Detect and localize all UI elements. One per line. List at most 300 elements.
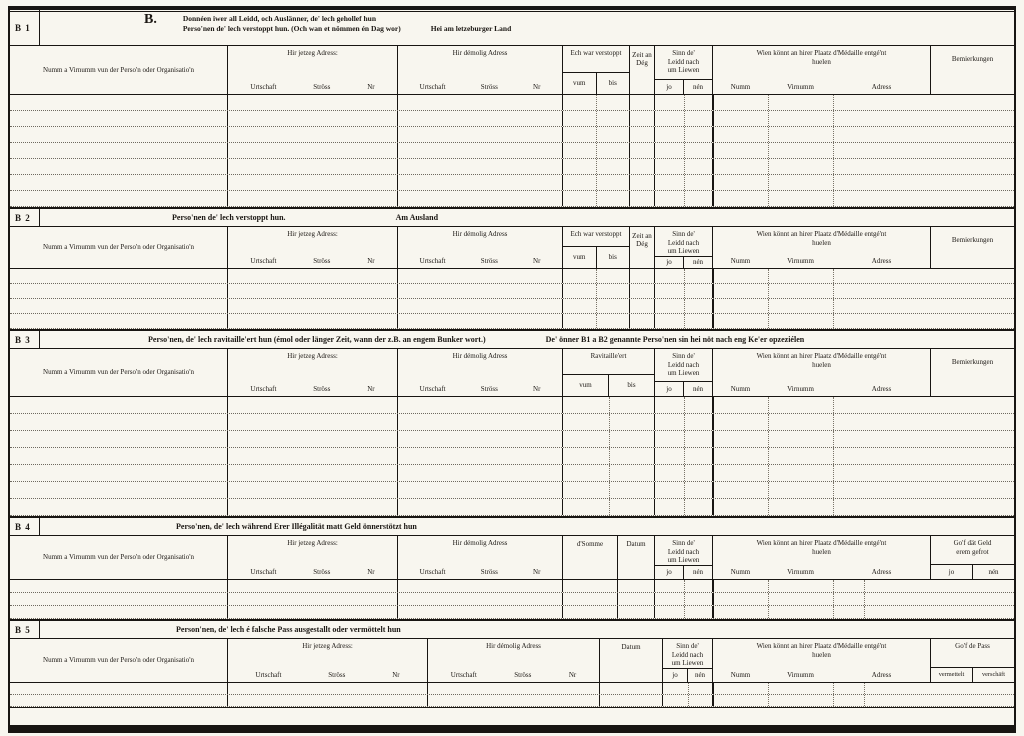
cell-bemierkungen[interactable] (714, 314, 1014, 328)
col-header-demolig-adress (398, 536, 563, 579)
subcol-nr: Nr (392, 670, 400, 679)
cell-sinn[interactable] (655, 127, 713, 142)
cell-name[interactable] (10, 683, 228, 694)
col-label: Ech war verstoppt (570, 230, 622, 238)
cell-jetzeg-adress[interactable] (228, 499, 398, 515)
cell-name[interactable] (10, 159, 228, 174)
cell-demolig-adress[interactable] (398, 111, 563, 126)
subcol-stross: Ströss (514, 670, 532, 679)
subcol-adress: Adress (871, 567, 892, 576)
col-header-verstoppt (563, 227, 630, 268)
cell-bemierkungen[interactable] (714, 465, 1014, 481)
table-row (10, 299, 1014, 314)
col-header-demolig-adress (398, 227, 563, 268)
title-line-2-wrap (183, 24, 511, 34)
cell-bemierkungen[interactable] (714, 299, 1014, 313)
cell-name[interactable] (10, 397, 228, 413)
section-b4 (10, 516, 1014, 619)
cell-sinn[interactable] (655, 397, 713, 413)
cell-demolig-adress[interactable] (398, 431, 563, 447)
col-label: Sinn de' Leidd nach um Liewen (667, 230, 700, 255)
col-header-demolig-adress (398, 349, 563, 396)
subcol-numm: Numm (730, 670, 751, 679)
subcol-urtschaft: Urtschaft (419, 384, 446, 393)
cell-demolig-adress[interactable] (398, 414, 563, 430)
cell-jetzeg-adress[interactable] (228, 143, 398, 158)
cell-ravitailleert[interactable] (563, 482, 655, 498)
cell-zeit[interactable] (630, 175, 655, 190)
col-label: Go'f dät Geld erem gefrot (953, 539, 992, 556)
col-header-jetzeg-adress (228, 639, 428, 682)
cell-pass[interactable] (714, 683, 1014, 694)
section-b2 (10, 207, 1014, 329)
subcol-numm: Numm (730, 82, 751, 91)
section-b1-body (10, 95, 1014, 207)
cell-jetzeg-adress[interactable] (228, 95, 398, 110)
subheader-row (398, 257, 562, 269)
section-title: Perso'nen, de' lech ravitaille'ert hun (émol oder länger Zeit, wann der z.B. an engem Bunker wort.) (148, 335, 486, 344)
cell-demolig-adress[interactable] (398, 284, 563, 298)
cell-verstoppt[interactable] (563, 284, 630, 298)
cell-demolig-adress[interactable] (398, 465, 563, 481)
cell-zeit[interactable] (630, 299, 655, 313)
cell-jetzeg-adress[interactable] (228, 314, 398, 328)
cell-zeit[interactable] (630, 314, 655, 328)
cell-name[interactable] (10, 695, 228, 706)
cell-jetzeg-adress[interactable] (228, 127, 398, 142)
subcol-stross: Ströss (313, 256, 331, 265)
col-header-bemierkungen: Bemierkungen (951, 55, 994, 63)
cell-jetzeg-adress[interactable] (228, 111, 398, 126)
subcol-stross: Ströss (480, 567, 498, 576)
cell-jetzeg-adress[interactable] (228, 580, 398, 592)
subheader-row (931, 564, 1014, 579)
col-header-name: Numm a Virnumm vun der Perso'n oder Organisatio'n (10, 536, 228, 579)
table-row (10, 482, 1014, 499)
cell-jetzeg-adress[interactable] (228, 299, 398, 313)
subcol-bis: bis (608, 375, 654, 396)
cell-jetzeg-adress[interactable] (228, 465, 398, 481)
subheader-row (663, 668, 712, 683)
subcol-stross: Ströss (313, 567, 331, 576)
subcol-stross: Ströss (480, 256, 498, 265)
subcol-adress: Adress (871, 256, 892, 265)
subcol-numm: Numm (730, 567, 751, 576)
cell-sinn[interactable] (655, 448, 713, 464)
cell-jetzeg-adress[interactable] (228, 431, 398, 447)
table-row (10, 143, 1014, 159)
subheader-row (563, 374, 654, 396)
cell-bemierkungen[interactable] (714, 284, 1014, 298)
cell-bemierkungen[interactable] (714, 482, 1014, 498)
col-label: Wien könnt an hirer Plaatz d'Médaille entgé'nt huelen (756, 642, 887, 659)
cell-sinn[interactable] (655, 465, 713, 481)
subheader-row (931, 667, 1014, 682)
table-row (10, 314, 1014, 329)
cell-datum[interactable] (600, 683, 663, 694)
title-line-2: Perso'nen de' lech verstoppt hun. (Och wan et nömmen én Dag wor) (182, 24, 401, 33)
subcol-urtschaft: Urtschaft (419, 567, 446, 576)
section-b5-body (10, 683, 1014, 707)
cell-demolig-adress[interactable] (398, 580, 563, 592)
col-label: Hir jetzeg Adress: (287, 230, 338, 238)
col-label: Hir démolig Adress (452, 539, 508, 547)
table-row (10, 606, 1014, 619)
subcol-urtschaft: Urtschaft (450, 670, 477, 679)
cell-datum[interactable] (618, 593, 655, 605)
cell-sinn[interactable] (655, 299, 713, 313)
col-label: Hir démolig Adress (486, 642, 541, 650)
cell-jetzeg-adress[interactable] (228, 593, 398, 605)
cell-demolig-adress[interactable] (398, 191, 563, 206)
subcol-verschaft: verschäft (972, 668, 1014, 682)
cell-somme[interactable] (563, 606, 618, 618)
col-header-demolig-adress (398, 46, 563, 94)
cell-ravitailleert[interactable] (563, 414, 655, 430)
table-row (10, 127, 1014, 143)
cell-bemierkungen[interactable] (714, 95, 1014, 110)
cell-sinn[interactable] (655, 482, 713, 498)
cell-name[interactable] (10, 465, 228, 481)
subheader-row (228, 83, 397, 95)
cell-demolig-adress[interactable] (428, 695, 600, 706)
section-title: Person'nen, de' lech é falsche Pass ausgestallt oder vermöttelt hun (176, 625, 401, 634)
cell-zeit[interactable] (630, 159, 655, 174)
cell-bemierkungen[interactable] (714, 431, 1014, 447)
cell-jetzeg-adress[interactable] (228, 683, 428, 694)
cell-bemierkungen[interactable] (714, 143, 1014, 158)
cell-ravitailleert[interactable] (563, 448, 655, 464)
cell-name[interactable] (10, 431, 228, 447)
cell-name[interactable] (10, 299, 228, 313)
cell-sinn[interactable] (655, 580, 713, 592)
col-label: Hir jetzeg Adress: (302, 642, 353, 650)
cell-verstoppt[interactable] (563, 314, 630, 328)
cell-demolig-adress[interactable] (398, 127, 563, 142)
cell-verstoppt[interactable] (563, 111, 630, 126)
cell-name[interactable] (10, 111, 228, 126)
cell-bemierkungen[interactable] (714, 397, 1014, 413)
col-label: Ech war verstoppt (570, 49, 622, 57)
cell-demolig-adress[interactable] (398, 397, 563, 413)
cell-sinn[interactable] (655, 191, 713, 206)
cell-jetzeg-adress[interactable] (228, 191, 398, 206)
subcol-bis: bis (596, 247, 630, 268)
col-header-bemierkungen: Bemierkungen (951, 236, 994, 244)
cell-jetzeg-adress[interactable] (228, 448, 398, 464)
col-header-demolig-adress (428, 639, 600, 682)
cell-zeit[interactable] (630, 95, 655, 110)
cell-ravitailleert[interactable] (563, 397, 655, 413)
col-header-jetzeg-adress (228, 227, 398, 268)
subcol-vum: vum (579, 381, 592, 390)
subcol-nr: Nr (533, 256, 541, 265)
col-header-geld-gefrot (931, 536, 1014, 579)
cell-jetzeg-adress[interactable] (228, 159, 398, 174)
section-b3-header (10, 349, 1014, 397)
subcol-nen: nén (683, 566, 712, 580)
section-b4-titlebar (10, 518, 1014, 536)
col-header-wien (713, 227, 931, 268)
table-row (10, 448, 1014, 465)
cell-demolig-adress[interactable] (398, 143, 563, 158)
cell-jetzeg-adress[interactable] (228, 414, 398, 430)
cell-bemierkungen[interactable] (714, 111, 1014, 126)
cell-sinn[interactable] (655, 314, 713, 328)
cell-sinn[interactable] (655, 143, 713, 158)
table-row (10, 111, 1014, 127)
cell-geld-gefrot[interactable] (714, 606, 1014, 618)
cell-ravitailleert[interactable] (563, 431, 655, 447)
section-b5 (10, 619, 1014, 708)
subcol-bis: bis (596, 73, 630, 94)
cell-jetzeg-adress[interactable] (228, 606, 398, 618)
cell-bemierkungen[interactable] (714, 127, 1014, 142)
cell-zeit[interactable] (630, 191, 655, 206)
subcol-nr: Nr (367, 384, 375, 393)
section-b2-header (10, 227, 1014, 269)
cell-demolig-adress[interactable] (398, 606, 563, 618)
cell-name[interactable] (10, 314, 228, 328)
subcol-jo: jo (666, 82, 672, 91)
cell-demolig-adress[interactable] (398, 175, 563, 190)
cell-jetzeg-adress[interactable] (228, 482, 398, 498)
cell-demolig-adress[interactable] (398, 448, 563, 464)
subcol-nr: Nr (367, 82, 375, 91)
cell-bemierkungen[interactable] (714, 448, 1014, 464)
subcol-nr: Nr (568, 670, 577, 679)
subcol-urtschaft: Urtschaft (250, 82, 277, 91)
subcol-numm: Numm (730, 256, 751, 265)
cell-name[interactable] (10, 95, 228, 110)
section-id: B 2 (10, 209, 40, 226)
section-b3-titlebar (10, 331, 1014, 349)
table-row (10, 159, 1014, 175)
cell-name[interactable] (10, 127, 228, 142)
cell-sinn[interactable] (655, 269, 713, 283)
cell-sinn[interactable] (655, 175, 713, 190)
table-row (10, 414, 1014, 431)
cell-jetzeg-adress[interactable] (228, 695, 428, 706)
cell-sinn[interactable] (663, 683, 713, 694)
cell-sinn[interactable] (655, 606, 713, 618)
subcol-jo: jo (666, 384, 672, 393)
table-row (10, 269, 1014, 284)
cell-sinn[interactable] (655, 431, 713, 447)
subheader-row (228, 257, 397, 269)
cell-demolig-adress[interactable] (398, 593, 563, 605)
cell-bemierkungen[interactable] (714, 191, 1014, 206)
cell-ravitailleert[interactable] (563, 465, 655, 481)
table-row (10, 284, 1014, 299)
cell-datum[interactable] (618, 606, 655, 618)
subcol-nr: Nr (533, 567, 541, 576)
cell-jetzeg-adress[interactable] (228, 269, 398, 283)
cell-name[interactable] (10, 191, 228, 206)
section-b5-titlebar (10, 621, 1014, 639)
section-b2-titlebar (10, 209, 1014, 227)
cell-jetzeg-adress[interactable] (228, 175, 398, 190)
cell-datum[interactable] (618, 580, 655, 592)
subcol-stross: Ströss (313, 82, 331, 91)
cell-demolig-adress[interactable] (398, 314, 563, 328)
col-label: Ravitaille'ert (590, 352, 627, 360)
col-header-name: Numm a Virnumm vun der Perso'n oder Organisatio'n (10, 349, 228, 396)
cell-bemierkungen[interactable] (714, 269, 1014, 283)
section-title: Perso'nen de' lech verstoppt hun. (172, 213, 286, 222)
cell-pass[interactable] (714, 695, 1014, 706)
subcol-virnumm: Virnumm (787, 567, 814, 576)
subcol-nen: nén (683, 80, 712, 94)
cell-name[interactable] (10, 143, 228, 158)
cell-bemierkungen[interactable] (714, 175, 1014, 190)
col-header-wien (713, 639, 931, 682)
subcol-nen: nén (687, 669, 712, 683)
cell-verstoppt[interactable] (563, 127, 630, 142)
col-header-zeit: Zeit an Dég (630, 227, 655, 268)
title-line-1: Donnéen iwer all Leidd, och Auslänner, de' lech gehollef hun (182, 14, 376, 23)
cell-name[interactable] (10, 499, 228, 515)
cell-name[interactable] (10, 284, 228, 298)
cell-zeit[interactable] (630, 111, 655, 126)
table-row (10, 593, 1014, 606)
cell-jetzeg-adress[interactable] (228, 397, 398, 413)
subheader-row (398, 83, 562, 95)
cell-verstoppt[interactable] (563, 191, 630, 206)
cell-zeit[interactable] (630, 143, 655, 158)
cell-name[interactable] (10, 269, 228, 283)
subcol-jo: jo (666, 258, 672, 266)
cell-sinn[interactable] (655, 95, 713, 110)
cell-demolig-adress[interactable] (398, 299, 563, 313)
cell-demolig-adress[interactable] (428, 683, 600, 694)
cell-datum[interactable] (600, 695, 663, 706)
col-label: Hir jetzeg Adress: (287, 49, 338, 57)
table-row (10, 499, 1014, 516)
cell-demolig-adress[interactable] (398, 159, 563, 174)
cell-geld-gefrot[interactable] (714, 580, 1014, 592)
cell-sinn[interactable] (655, 111, 713, 126)
subheader-row (228, 568, 397, 580)
subheader-row (713, 257, 930, 269)
section-b1-header (10, 46, 1014, 95)
col-header-ravitailleert (563, 349, 655, 396)
cell-bemierkungen[interactable] (714, 499, 1014, 515)
col-header-zeit: Zeit an Dég (630, 46, 655, 94)
cell-name[interactable] (10, 175, 228, 190)
col-header-jetzeg-adress (228, 46, 398, 94)
cell-name[interactable] (10, 414, 228, 430)
form-page (8, 6, 1016, 733)
col-label: Sinn de' Leidd nach um Liewen (667, 352, 700, 377)
subheader-row (398, 385, 562, 397)
section-b2-body (10, 269, 1014, 329)
col-label: Wien könnt an hirer Plaatz d'Médaille entgé'nt huelen (756, 230, 887, 247)
cell-sinn[interactable] (655, 499, 713, 515)
cell-bemierkungen[interactable] (714, 414, 1014, 430)
cell-sinn[interactable] (655, 159, 713, 174)
subcol-virnumm: Virnumm (787, 82, 814, 91)
cell-verstoppt[interactable] (563, 269, 630, 283)
col-header-sinn (655, 349, 713, 396)
cell-zeit[interactable] (630, 284, 655, 298)
cell-demolig-adress[interactable] (398, 482, 563, 498)
subheader-row (713, 385, 930, 397)
cell-demolig-adress[interactable] (398, 499, 563, 515)
col-header-wien (713, 349, 931, 396)
cell-somme[interactable] (563, 593, 618, 605)
subcol-vum: vum (573, 79, 586, 88)
cell-sinn[interactable] (655, 414, 713, 430)
section-b3 (10, 329, 1014, 516)
col-header-jetzeg-adress (228, 349, 398, 396)
cell-verstoppt[interactable] (563, 299, 630, 313)
subcol-virnumm: Virnumm (787, 256, 814, 265)
cell-zeit[interactable] (630, 269, 655, 283)
cell-bemierkungen[interactable] (714, 159, 1014, 174)
subcol-virnumm: Virnumm (787, 384, 814, 393)
cell-name[interactable] (10, 606, 228, 618)
subheader-row (713, 83, 930, 95)
cell-somme[interactable] (563, 580, 618, 592)
col-label: Hir jetzeg Adress: (287, 352, 338, 360)
subheader-row (655, 79, 712, 94)
cell-demolig-adress[interactable] (398, 95, 563, 110)
cell-sinn[interactable] (663, 695, 713, 706)
cell-verstoppt[interactable] (563, 143, 630, 158)
subcol-urtschaft: Urtschaft (419, 256, 446, 265)
cell-sinn[interactable] (655, 284, 713, 298)
cell-name[interactable] (10, 482, 228, 498)
subcol-urtschaft: Urtschaft (250, 384, 277, 393)
cell-name[interactable] (10, 593, 228, 605)
section-title (183, 10, 511, 34)
cell-geld-gefrot[interactable] (714, 593, 1014, 605)
col-label: Sinn de' Leidd nach um Liewen (667, 49, 700, 74)
col-header-verstoppt (563, 46, 630, 94)
section-b1 (10, 10, 1014, 207)
title-place: Hei am letzeburger Land (430, 24, 512, 33)
col-header-name: Numm a Virnumm vun der Perso'n oder Organisatio'n (10, 639, 228, 682)
col-label: Sinn de' Leidd nach um Liewen (667, 539, 700, 564)
subcol-urtschaft: Urtschaft (255, 670, 282, 679)
cell-sinn[interactable] (655, 593, 713, 605)
col-header-name: Numm a Virnumm vun der Perso'n oder Organisatio'n (10, 46, 228, 94)
subcol-nr: Nr (367, 567, 375, 576)
cell-zeit[interactable] (630, 127, 655, 142)
subcol-nen: nén (683, 382, 712, 396)
cell-verstoppt[interactable] (563, 95, 630, 110)
subheader-row (228, 671, 427, 683)
cell-verstoppt[interactable] (563, 159, 630, 174)
subcol-jo: jo (666, 568, 672, 576)
table-row (10, 580, 1014, 593)
cell-name[interactable] (10, 580, 228, 592)
col-header-bemierkungen: Bemierkungen (951, 358, 994, 366)
subcol-vum: vum (573, 253, 586, 262)
section-letter: B. (144, 12, 157, 27)
col-header-sinn (655, 46, 713, 94)
cell-demolig-adress[interactable] (398, 269, 563, 283)
cell-verstoppt[interactable] (563, 175, 630, 190)
section-id: B 3 (10, 331, 40, 348)
cell-jetzeg-adress[interactable] (228, 284, 398, 298)
cell-ravitailleert[interactable] (563, 499, 655, 515)
subcol-nen: nén (683, 257, 712, 269)
table-row (10, 431, 1014, 448)
cell-name[interactable] (10, 448, 228, 464)
subcol-virnumm: Virnumm (787, 670, 814, 679)
